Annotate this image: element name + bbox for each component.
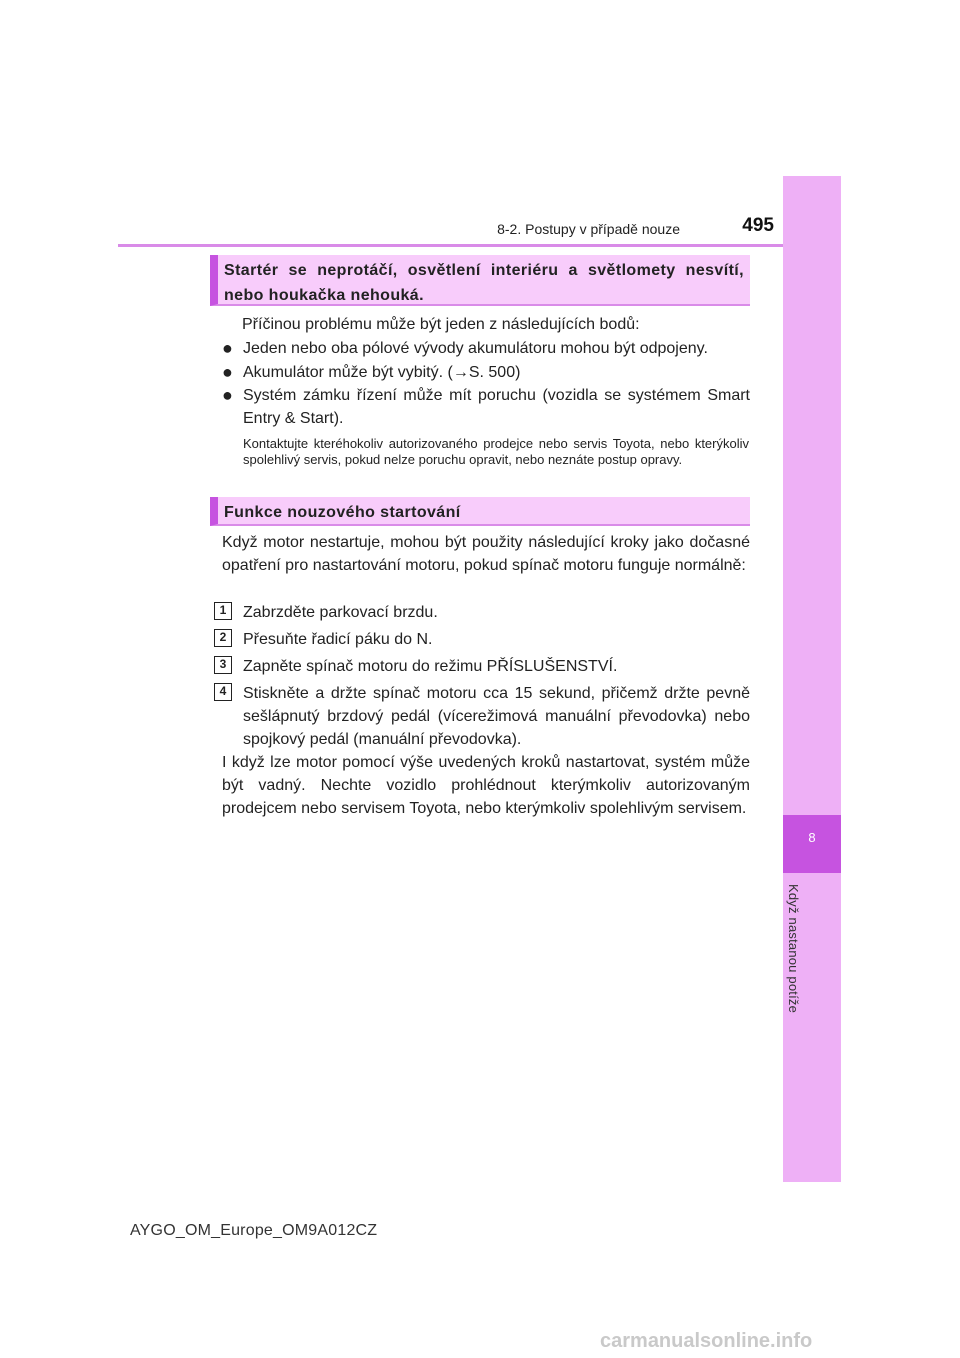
chapter-number: 8 xyxy=(808,830,816,845)
header-section-title: 8-2. Postupy v případě nouze xyxy=(497,221,680,237)
bullet-icon: ● xyxy=(222,385,233,405)
page-number: 495 xyxy=(742,215,774,236)
step-text: Stiskněte a držte spínač motoru cca 15 sekund, přičemž držte pevně sešlápnutý brzdový pedál (vícerežimová manuální převodovka) nebo spojkový pedál (manuální převodovka). xyxy=(243,685,750,748)
bullet-icon: ● xyxy=(222,362,233,382)
section1-note: Kontaktujte kteréhokoliv autorizovaného prodejce nebo servis Toyota, nebo kterýkoliv spolehlivý servis, pokud nelze poruchu opravit, nebo neznáte postup opravy. xyxy=(243,436,749,467)
step-item xyxy=(214,601,750,624)
list-item xyxy=(222,361,750,384)
bullet-text: Jeden nebo oba pólové vývody akumulátoru mohou být odpojeny. xyxy=(243,340,708,357)
step-item xyxy=(214,655,750,678)
bullet-text: Akumulátor může být vybitý. (→S. 500) xyxy=(243,364,521,381)
bullet-text: Systém zámku řízení může mít poruchu (vozidla se systémem Smart Entry & Start). xyxy=(243,387,750,427)
section2-closing: I když lze motor pomocí výše uvedených kroků nastartovat, systém může být vadný. Nechte vozidlo prohlédnout kterýmkoliv autorizovaným prodejcem nebo servisem Toyota, nebo kterýmkoliv spolehlivým servisem. xyxy=(222,754,750,817)
step-item xyxy=(214,682,750,751)
section1-intro: Příčinou problému může být jeden z následujících bodů: xyxy=(242,316,640,333)
document-code: AYGO_OM_Europe_OM9A012CZ xyxy=(130,1222,378,1239)
chapter-side-tab xyxy=(783,176,841,1182)
step-text: Zapněte spínač motoru do režimu PŘÍSLUŠENSTVÍ. xyxy=(243,658,618,675)
section-heading-emergency-start: Funkce nouzového startování xyxy=(210,497,750,526)
step-number-badge: 1 xyxy=(214,602,232,620)
step-number-badge: 4 xyxy=(214,683,232,701)
bullet-icon: ● xyxy=(222,338,233,358)
list-item xyxy=(222,337,750,360)
step-number-badge: 2 xyxy=(214,629,232,647)
chapter-title: Když nastanou potíže xyxy=(786,884,801,1014)
step-text: Přesuňte řadicí páku do N. xyxy=(243,631,433,648)
header-divider xyxy=(118,244,840,247)
step-number-badge: 3 xyxy=(214,656,232,674)
step-text: Zabrzděte parkovací brzdu. xyxy=(243,604,438,621)
site-watermark: carmanualsonline.info xyxy=(600,1330,813,1352)
section2-intro: Když motor nestartuje, mohou být použity následující kroky jako dočasné opatření pro nastartování motoru, pokud spínač motoru funguje normálně: xyxy=(222,534,750,574)
section-heading-starter: Startér se neprotáčí, osvětlení interiéru a světlomety nesvítí, nebo houkačka nehouká. xyxy=(210,255,750,306)
step-item xyxy=(214,628,750,651)
list-item xyxy=(222,384,750,430)
